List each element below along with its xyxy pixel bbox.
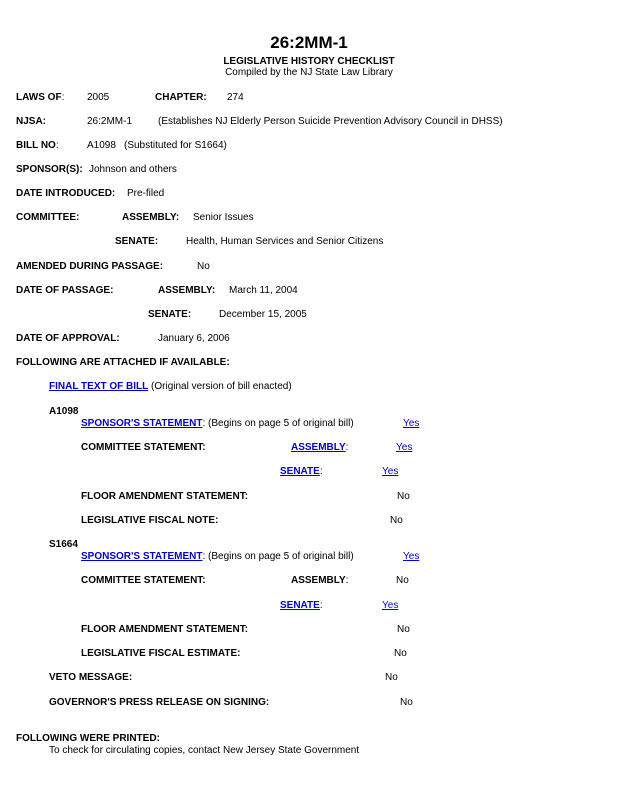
a1098-sponsor-value-link[interactable]: Yes: [403, 418, 420, 429]
a1098-senate-group: [280, 467, 323, 477]
njsa-label: NJSA:: [16, 116, 47, 127]
a1098-committee-label: COMMITTEE STATEMENT:: [81, 442, 206, 453]
s1664-assembly-group: [291, 576, 348, 586]
passage-assembly-value: March 11, 2004: [229, 285, 298, 296]
chapter-value: 274: [227, 92, 244, 103]
njsa-description: (Establishes NJ Elderly Person Suicide Prevention Advisory Council in DHSS): [158, 116, 503, 127]
final-text-link[interactable]: FINAL TEXT OF BILL: [49, 381, 149, 392]
veto-value: No: [385, 672, 398, 683]
s1664-fiscal-label: LEGISLATIVE FISCAL ESTIMATE:: [81, 648, 241, 659]
governor-value: No: [400, 697, 413, 708]
committee-senate-value: Health, Human Services and Senior Citizens: [186, 236, 384, 247]
a1098-fiscal-label: LEGISLATIVE FISCAL NOTE:: [81, 515, 219, 526]
printed-note: To check for circulating copies, contact New Jersey State Government: [49, 745, 360, 756]
a1098-floor-value: No: [397, 491, 410, 502]
date-introduced-value: Pre-filed: [127, 188, 165, 199]
veto-label: VETO MESSAGE:: [49, 672, 133, 683]
a1098-assembly-colon: :: [345, 442, 349, 453]
a1098-senate-colon: :: [319, 466, 323, 477]
attached-heading: FOLLOWING ARE ATTACHED IF AVAILABLE:: [16, 357, 230, 368]
a1098-senate-link[interactable]: SENATE: [280, 466, 320, 477]
s1664-senate-colon: :: [319, 600, 323, 611]
compiled-by: Compiled by the NJ State Law Library: [225, 67, 393, 78]
a1098-heading: A1098: [49, 406, 79, 417]
final-text-note: (Original version of bill enacted): [148, 381, 292, 392]
njsa-value: 26:2MM-1: [87, 116, 133, 127]
s1664-fiscal-value: No: [394, 648, 407, 659]
a1098-floor-label: FLOOR AMENDMENT STATEMENT:: [81, 491, 249, 502]
passage-label: DATE OF PASSAGE:: [16, 285, 114, 296]
laws-of-colon: :: [61, 92, 65, 103]
a1098-fiscal-value: No: [390, 515, 403, 526]
final-text-line: [49, 382, 292, 392]
s1664-sponsor-statement-link[interactable]: SPONSOR'S STATEMENT: [81, 551, 203, 562]
s1664-sponsor-line: [81, 552, 354, 562]
s1664-assembly-colon: :: [345, 575, 349, 586]
governor-label: GOVERNOR'S PRESS RELEASE ON SIGNING:: [49, 697, 270, 708]
amended-label: AMENDED DURING PASSAGE:: [16, 261, 164, 272]
page-subtitle: LEGISLATIVE HISTORY CHECKLIST: [223, 56, 395, 67]
bill-no-label-group: [16, 141, 59, 151]
s1664-senate-value-link[interactable]: Yes: [382, 600, 399, 611]
a1098-assembly-group: [291, 443, 348, 453]
a1098-assembly-value-link[interactable]: Yes: [396, 442, 413, 453]
passage-assembly-label: ASSEMBLY:: [158, 285, 216, 296]
sponsors-value: Johnson and others: [89, 164, 177, 175]
committee-assembly-value: Senior Issues: [193, 212, 254, 223]
committee-label: COMMITTEE:: [16, 212, 80, 223]
committee-assembly-label: ASSEMBLY:: [122, 212, 180, 223]
s1664-sponsor-note: : (Begins on page 5 of original bill): [202, 551, 354, 562]
passage-senate-label: SENATE:: [148, 309, 192, 320]
a1098-sponsor-line: [81, 419, 354, 429]
committee-senate-label: SENATE:: [115, 236, 159, 247]
laws-of-value: 2005: [87, 92, 110, 103]
a1098-assembly-link[interactable]: ASSEMBLY: [291, 442, 346, 453]
chapter-label: CHAPTER:: [155, 92, 207, 103]
a1098-sponsor-note: : (Begins on page 5 of original bill): [202, 418, 354, 429]
page-title: 26:2MM-1: [270, 33, 348, 52]
s1664-floor-value: No: [397, 624, 410, 635]
bill-no-colon: :: [55, 140, 59, 151]
laws-of-label-group: [16, 93, 64, 103]
s1664-senate-group: [280, 601, 323, 611]
s1664-heading: S1664: [49, 539, 78, 550]
date-introduced-label: DATE INTRODUCED:: [16, 188, 116, 199]
s1664-senate-link[interactable]: SENATE: [280, 600, 320, 611]
a1098-sponsor-statement-link[interactable]: SPONSOR'S STATEMENT: [81, 418, 203, 429]
bill-no-note: (Substituted for S1664): [124, 140, 227, 151]
approval-label: DATE OF APPROVAL:: [16, 333, 120, 344]
a1098-senate-value-link[interactable]: Yes: [382, 466, 399, 477]
s1664-sponsor-value-link[interactable]: Yes: [403, 551, 420, 562]
s1664-floor-label: FLOOR AMENDMENT STATEMENT:: [81, 624, 249, 635]
approval-value: January 6, 2006: [158, 333, 230, 344]
bill-no-value: A1098: [87, 140, 116, 151]
printed-heading: FOLLOWING WERE PRINTED:: [16, 733, 160, 744]
amended-value: No: [197, 261, 210, 272]
bill-no-label: BILL NO: [16, 140, 56, 151]
sponsors-label: SPONSOR(S):: [16, 164, 83, 175]
s1664-assembly-value: No: [396, 575, 409, 586]
passage-senate-value: December 15, 2005: [219, 309, 307, 320]
laws-of-label: LAWS OF: [16, 92, 62, 103]
s1664-assembly-label: ASSEMBLY: [291, 575, 346, 586]
s1664-committee-label: COMMITTEE STATEMENT:: [81, 575, 206, 586]
